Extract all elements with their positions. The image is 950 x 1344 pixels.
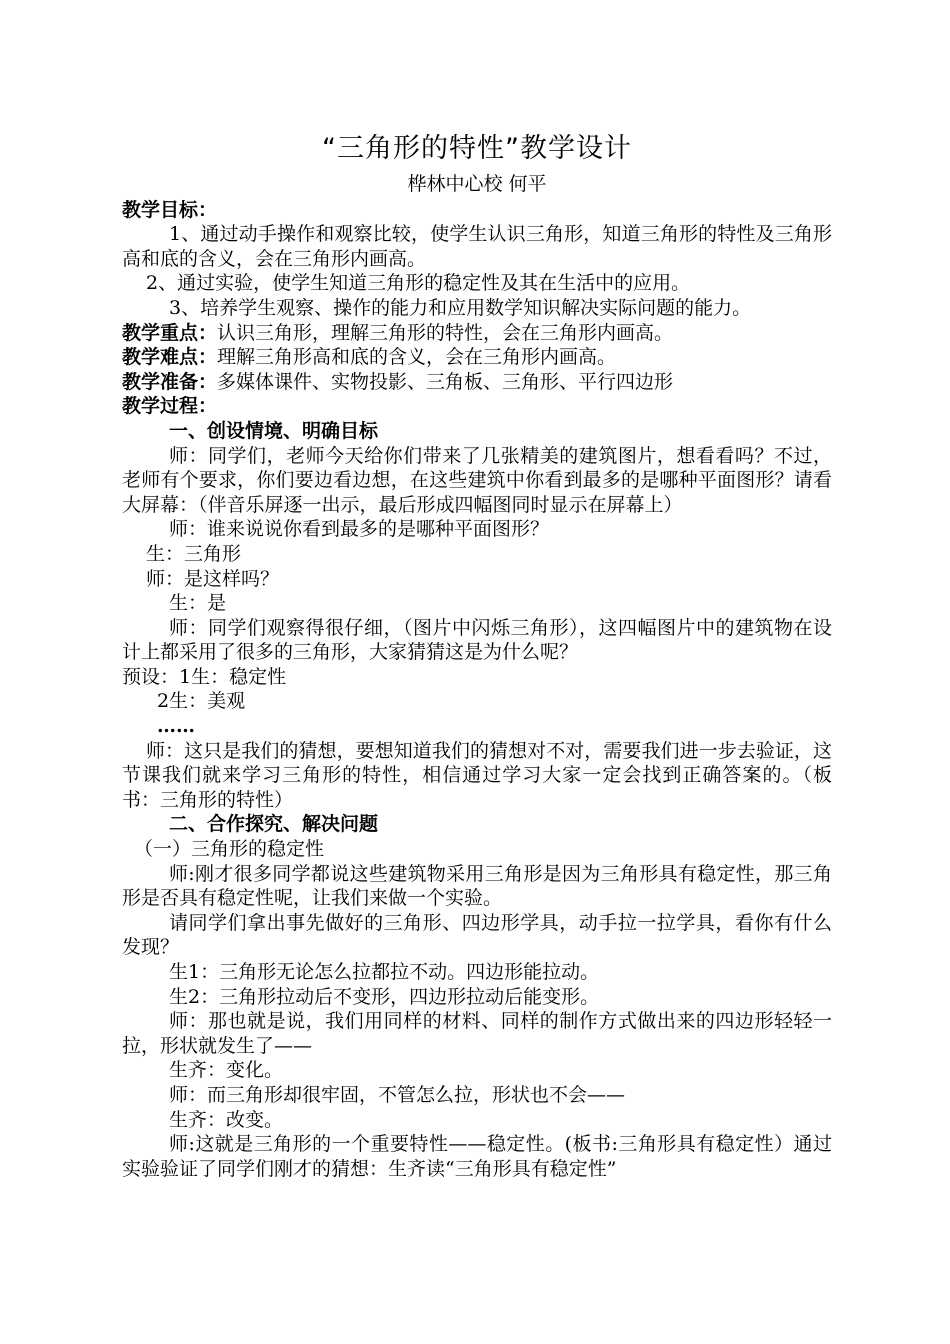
paragraph: 生：是: [169, 592, 227, 615]
prep-text: 多媒体课件、实物投影、三角板、三角形、平行四边形: [217, 370, 674, 393]
key-point: [122, 321, 832, 346]
paragraph: 师：这只是我们的猜想，要想知道我们的猜想对不对，需要我们进一步去验证，这节课我们就来学习三角形的特性，相信通过学习大家一定会找到正确答案的。（板书：三角形的特性）: [122, 739, 832, 811]
page-title: “三角形的特性”教学设计: [322, 133, 632, 164]
paragraph: 师：同学们观察得很仔细，（图片中闪烁三角形），这四幅图片中的建筑物在设计上都采用了很多的三角形，大家猜猜这是为什么呢？: [122, 616, 832, 664]
difficulty-label: 教学难点：: [122, 346, 218, 369]
paragraph: 师：同学们，老师今天给你们带来了几张精美的建筑图片，想看看吗？不过，老师有个要求，你们要边看边想，在这些建筑中你看到最多的是哪种平面图形？请看大屏幕：（伴音乐屏逐一出示，最后形成四幅图同时显示在屏幕上）: [122, 444, 832, 516]
key-text: 认识三角形，理解三角形的特性，会在三角形内画高。: [217, 321, 674, 344]
preparation: [122, 370, 832, 395]
difficulty-point: [122, 345, 832, 370]
paragraph: 师：而三角形却很牢固，不管怎么拉，形状也不会——: [169, 1083, 626, 1106]
paragraph: 生2：三角形拉动后不变形，四边形拉动后能变形。: [169, 985, 600, 1008]
process-label: 教学过程：: [122, 395, 218, 418]
paragraph: 生齐：改变。: [169, 1108, 284, 1131]
paragraph: 师:这就是三角形的一个重要特性——稳定性。(板书:三角形具有稳定性）通过实验验证了同学们刚才的猜想：生齐读“三角形具有稳定性”: [122, 1133, 832, 1180]
paragraph: 师：谁来说说你看到最多的是哪种平面图形？: [169, 518, 550, 541]
paragraph: 生齐：变化。: [169, 1059, 284, 1082]
prep-label: 教学准备：: [122, 370, 218, 393]
paragraph: 生1：三角形无论怎么拉都拉不动。四边形能拉动。: [169, 961, 600, 983]
section-heading-1: 一、创设情境、明确目标: [169, 419, 379, 442]
ellipsis: ……: [157, 715, 195, 738]
goal-1: 1、通过动手操作和观察比较，使学生认识三角形，知道三角形的特性及三角形高和底的含义，会在三角形内画高。: [122, 223, 832, 270]
author-line: 桦林中心校 何平: [407, 173, 547, 195]
goal-2: 2、通过实验，使学生知道三角形的稳定性及其在生活中的应用。: [146, 272, 691, 295]
paragraph: 师:刚才很多同学都说这些建筑物采用三角形是因为三角形具有稳定性，那三角形是否具有稳定性呢，让我们来做一个实验。: [122, 862, 832, 910]
subsection-heading: （一）三角形的稳定性: [134, 838, 325, 861]
paragraph: 2生：美观: [157, 690, 246, 713]
document-page: [122, 128, 832, 1181]
paragraph: 预设：1生：稳定性: [122, 665, 287, 688]
goal-3: 3、培养学生观察、操作的能力和应用数学知识解决实际问题的能力。: [169, 296, 752, 319]
key-label: 教学重点：: [122, 321, 218, 344]
paragraph: 生：三角形: [146, 542, 242, 565]
paragraph: 师：那也就是说，我们用同样的材料、同样的制作方式做出来的四边形轻轻一拉，形状就发生了——: [122, 1010, 832, 1057]
goals-label: 教学目标：: [122, 198, 218, 221]
paragraph: 师：是这样吗？: [146, 567, 280, 590]
paragraph: 请同学们拿出事先做好的三角形、四边形学具，动手拉一拉学具，看你有什么发现？: [122, 911, 832, 959]
difficulty-text: 理解三角形高和底的含义，会在三角形内画高。: [217, 346, 617, 369]
section-heading-2: 二、合作探究、解决问题: [169, 813, 379, 836]
